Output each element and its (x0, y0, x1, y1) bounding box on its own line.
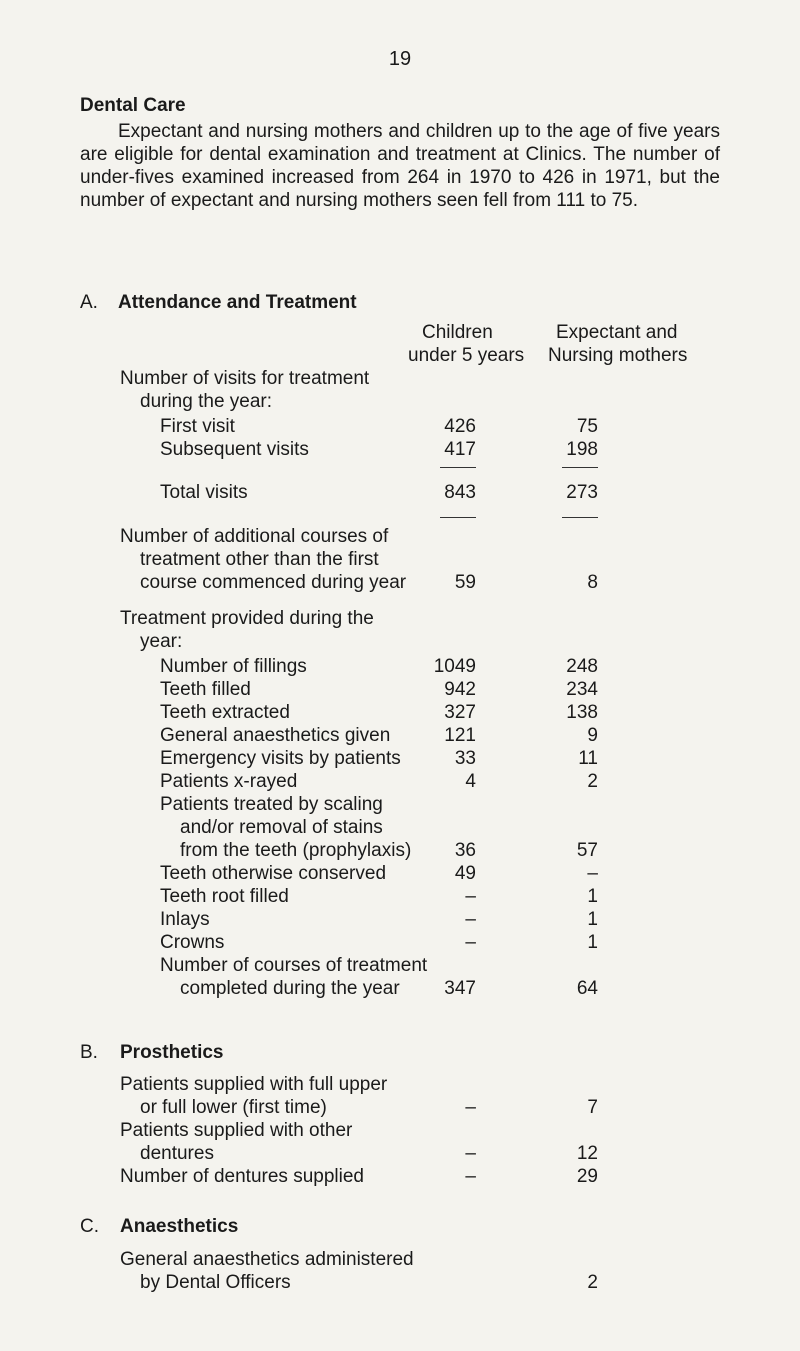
table-row-mothers: 1 (587, 909, 598, 930)
full-dentures-children: – (465, 1097, 476, 1118)
table-row-children: – (465, 932, 476, 953)
section-a-letter: A. (80, 292, 98, 313)
table-row-mothers: 1 (587, 932, 598, 953)
table-row-label: Teeth otherwise conserved (160, 863, 387, 884)
full-dentures-mothers: 7 (587, 1097, 598, 1118)
subsequent-visits-children: 417 (444, 439, 476, 460)
ga-label-1: General anaesthetics administered (120, 1249, 414, 1270)
other-dentures-label-1: Patients supplied with other (120, 1120, 353, 1141)
col-mothers-header-1: Expectant and (556, 322, 678, 343)
table-row-mothers: 2 (587, 771, 598, 792)
first-visit-mothers: 75 (576, 416, 598, 437)
table-row-mothers: – (587, 863, 598, 884)
table-row-label: Teeth filled (160, 679, 251, 700)
table-row-children: 327 (444, 702, 476, 723)
treatment-label-2: year: (140, 631, 183, 652)
section-c-title: Anaesthetics (120, 1216, 239, 1237)
table-row-children: 1049 (433, 656, 476, 677)
subsequent-visits-label: Subsequent visits (160, 439, 309, 460)
courses-children: 347 (444, 978, 476, 999)
table-row-mothers: 9 (587, 725, 598, 746)
table-row-label: Teeth extracted (160, 702, 290, 723)
other-dentures-label-2: dentures (140, 1143, 214, 1164)
subsequent-visits-mothers: 198 (566, 439, 598, 460)
table-row-label: Inlays (160, 909, 210, 930)
table-row-children: – (465, 886, 476, 907)
section-b-letter: B. (80, 1042, 98, 1063)
table-row-label: General anaesthetics given (160, 725, 391, 746)
table-row-label: Teeth root filled (160, 886, 289, 907)
col-mothers-header-2: Nursing mothers (548, 345, 688, 366)
dentures-supplied-children: – (465, 1166, 476, 1187)
section-heading: Dental Care (80, 95, 186, 116)
table-row-mothers: 138 (566, 702, 598, 723)
table-row-mothers: 234 (566, 679, 598, 700)
courses-mothers: 64 (576, 978, 598, 999)
page-number: 19 (388, 48, 412, 70)
table-row-mothers: 1 (587, 886, 598, 907)
visits-label-1: Number of visits for treatment (120, 368, 370, 389)
table-row-label: Emergency visits by patients (160, 748, 401, 769)
total-visits-label: Total visits (160, 482, 248, 503)
table-row-label: Patients x-rayed (160, 771, 298, 792)
total-visits-children: 843 (444, 482, 476, 503)
additional-label-3: course commenced during year (140, 572, 407, 593)
intro-text: Expectant and nursing mothers and children up to the age of five years are eligible for dental examination and treatment at Clinics. The number of under-fives examined increased from 264 in 1970 to 426 in 1971, but the number of expectant and nursing mothers seen fell from 111 to 75. (80, 121, 720, 211)
dentures-supplied-label: Number of dentures supplied (120, 1166, 364, 1187)
ga-label-2: by Dental Officers (140, 1272, 291, 1293)
scaling-label-2: and/or removal of stains (180, 817, 383, 838)
full-dentures-label-1: Patients supplied with full upper (120, 1074, 388, 1095)
scaling-children: 36 (454, 840, 476, 861)
other-dentures-mothers: 12 (576, 1143, 598, 1164)
col-children-header-1: Children (422, 322, 493, 343)
other-dentures-children: – (465, 1143, 476, 1164)
total-visits-mothers: 273 (566, 482, 598, 503)
table-row-label: Number of fillings (160, 656, 307, 677)
rule-children-bottom (440, 517, 476, 518)
additional-label-2: treatment other than the first (140, 549, 379, 570)
section-c-letter: C. (80, 1216, 99, 1237)
scaling-mothers: 57 (576, 840, 598, 861)
first-visit-label: First visit (160, 416, 235, 437)
table-row-mothers: 11 (578, 748, 598, 769)
table-row-children: 121 (444, 725, 476, 746)
table-row-children: – (465, 909, 476, 930)
dentures-supplied-mothers: 29 (576, 1166, 598, 1187)
scaling-label-1: Patients treated by scaling (160, 794, 383, 815)
section-a-title: Attendance and Treatment (118, 292, 357, 313)
table-row-children: 942 (444, 679, 476, 700)
visits-label-2: during the year: (140, 391, 273, 412)
intro-paragraph (80, 120, 720, 212)
rule-mothers-bottom (562, 517, 598, 518)
table-row-children: 4 (465, 771, 476, 792)
scaling-label-3: from the teeth (prophylaxis) (180, 840, 412, 861)
courses-label-1: Number of courses of treatment (160, 955, 428, 976)
courses-label-2: completed during the year (180, 978, 400, 999)
ga-mothers: 2 (587, 1272, 598, 1293)
table-row-children: 33 (454, 748, 476, 769)
additional-children: 59 (454, 572, 476, 593)
additional-label-1: Number of additional courses of (120, 526, 389, 547)
table-row-label: Crowns (160, 932, 225, 953)
section-b-title: Prosthetics (120, 1042, 224, 1063)
col-children-header-2: under 5 years (408, 345, 525, 366)
treatment-label-1: Treatment provided during the (120, 608, 374, 629)
rule-mothers-top (562, 467, 598, 468)
additional-mothers: 8 (587, 572, 598, 593)
rule-children-top (440, 467, 476, 468)
full-dentures-label-2: or full lower (first time) (140, 1097, 327, 1118)
first-visit-children: 426 (444, 416, 476, 437)
table-row-mothers: 248 (566, 656, 598, 677)
table-row-children: 49 (454, 863, 476, 884)
